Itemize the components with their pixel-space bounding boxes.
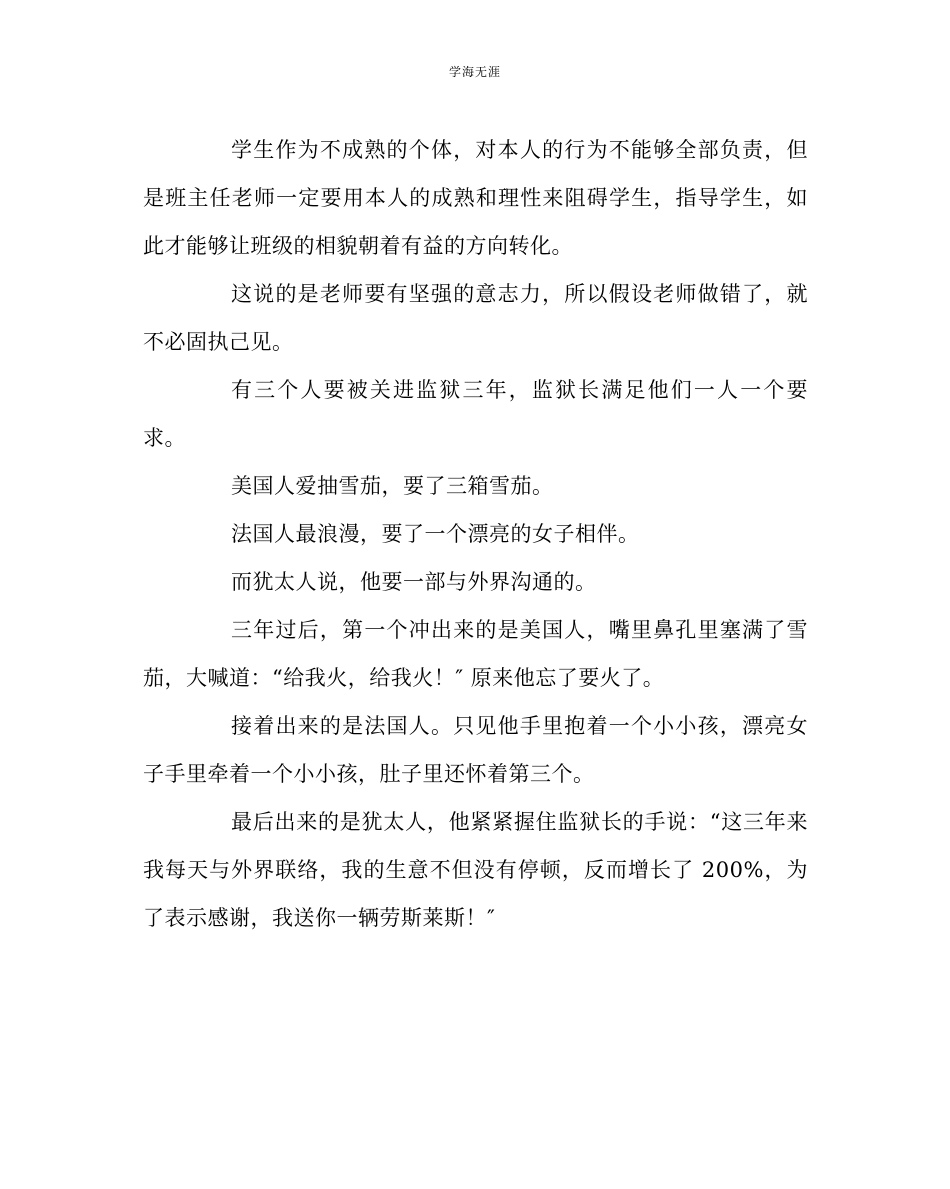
paragraph: 美国人爱抽雪茄，要了三箱雪茄。	[231, 474, 554, 498]
paragraph: 这说的是老师要有坚强的意志力，所以假设老师做错了，就不必固执己见。	[143, 282, 808, 354]
paragraph: 学生作为不成熟的个体，对本人的行为不能够全部负责，但是班主任老师一定要用本人的成熟和理性来阻碍学生，指导学生，如此才能够让班级的相貌朝着有益的方向转化。	[143, 138, 808, 258]
paragraph: 三年过后，第一个冲出来的是美国人，嘴里鼻孔里塞满了雪茄，大喊道：“给我火，给我火！″ 原来他忘了要火了。	[143, 618, 808, 690]
document-body	[143, 126, 808, 942]
paragraph: 而犹太人说，他要一部与外界沟通的。	[231, 570, 597, 594]
paragraph: 法国人最浪漫，要了一个漂亮的女子相伴。	[231, 522, 640, 546]
paragraph: 接着出来的是法国人。只见他手里抱着一个小小孩，漂亮女子手里牵着一个小小孩，肚子里还怀着第三个。	[143, 714, 808, 786]
paragraph: 有三个人要被关进监狱三年，监狱长满足他们一人一个要求。	[143, 378, 808, 450]
page-header: 学海无涯	[448, 65, 501, 79]
paragraph: 最后出来的是犹太人，他紧紧握住监狱长的手说：“这三年来我每天与外界联络，我的生意不但没有停顿，反而增长了 200%，为了表示感谢，我送你一辆劳斯莱斯！″	[143, 810, 808, 930]
